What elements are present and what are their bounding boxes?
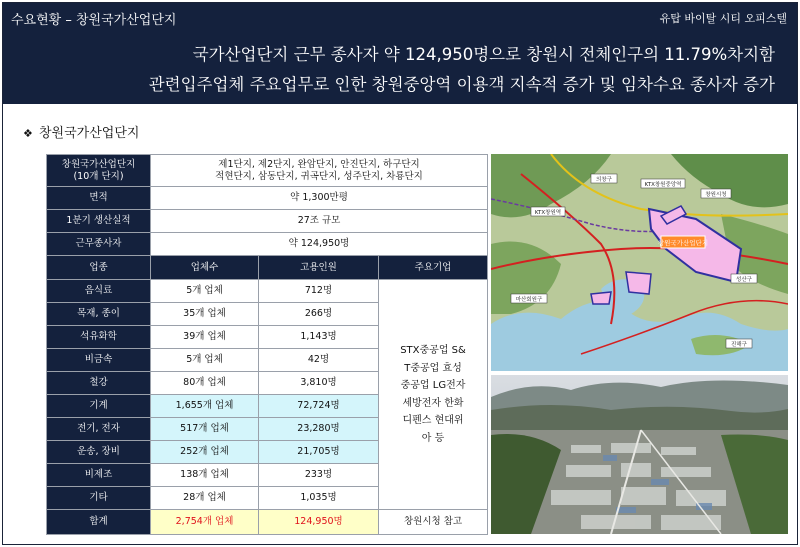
firm-count: 5개 업체 <box>151 280 259 303</box>
map-label: 진해구 <box>731 342 747 348</box>
firm-count: 138개 업체 <box>151 464 259 487</box>
source-note: 창원시청 참고 <box>379 510 488 535</box>
aerial-photo <box>491 375 788 534</box>
total-firms: 2,754개 업체 <box>151 510 259 535</box>
industry-name: 비제조 <box>47 464 151 487</box>
complex-label-1: 창원국가산업단지 <box>61 158 136 170</box>
area-value: 약 1,300만평 <box>151 187 488 210</box>
map-label: KTX창원역 <box>534 210 562 216</box>
total-label: 합계 <box>47 510 151 535</box>
map-label: 성산구 <box>736 277 752 283</box>
industry-name: 목재, 종이 <box>47 303 151 326</box>
complex-label-cell <box>47 155 151 187</box>
employee-count: 3,810명 <box>259 372 379 395</box>
industrial-complex-table <box>46 154 488 535</box>
total-employees: 124,950명 <box>259 510 379 535</box>
table-row <box>47 280 488 303</box>
employee-count: 23,280명 <box>259 418 379 441</box>
section-title <box>23 122 139 141</box>
firm-count: 5개 업체 <box>151 349 259 372</box>
table-row <box>47 187 488 210</box>
industry-name: 기계 <box>47 395 151 418</box>
firm-count: 1,655개 업체 <box>151 395 259 418</box>
table-row <box>47 233 488 256</box>
complex-list-2: 적현단지, 삼동단지, 귀곡단지, 성주단지, 차룡단지 <box>215 170 423 182</box>
header-industry: 업종 <box>47 256 151 280</box>
industry-name: 철강 <box>47 372 151 395</box>
industry-name: 석유화학 <box>47 326 151 349</box>
total-row <box>47 510 488 535</box>
area-label: 면적 <box>47 187 151 210</box>
industry-name: 음식료 <box>47 280 151 303</box>
production-value: 27조 규모 <box>151 210 488 233</box>
header-firms: 업체수 <box>151 256 259 280</box>
headline-2: 관련입주업체 주요업무로 인한 창원중앙역 이용객 지속적 증가 및 임차수요 종사자 증가 <box>148 75 775 94</box>
map-label-main: 창원국가산업단지 <box>657 239 709 247</box>
major-company-line: 디펜스 현대위 <box>402 415 464 426</box>
employee-count: 1,035명 <box>259 487 379 510</box>
firm-count: 252개 업체 <box>151 441 259 464</box>
section-title-text: 창원국가산업단지 <box>39 126 140 141</box>
map-label: 의창구 <box>596 177 612 183</box>
firm-count: 80개 업체 <box>151 372 259 395</box>
employee-count: 266명 <box>259 303 379 326</box>
table-row <box>47 155 488 187</box>
firm-count: 35개 업체 <box>151 303 259 326</box>
employee-count: 42명 <box>259 349 379 372</box>
map-label: KTX창원중앙역 <box>644 182 682 188</box>
location-map <box>491 154 788 371</box>
major-company-line: 세방전자 한화 <box>402 397 464 409</box>
header-employees: 고용인원 <box>259 256 379 280</box>
major-company-line: 아 등 <box>421 432 445 444</box>
industry-name: 기타 <box>47 487 151 510</box>
employee-count: 72,724명 <box>259 395 379 418</box>
map-label: 창원시청 <box>705 192 727 198</box>
major-company-line: T중공업 효성 <box>404 362 462 374</box>
firm-count: 28개 업체 <box>151 487 259 510</box>
brand-name: 유탑 바이탈 시티 오피스텔 <box>659 12 787 25</box>
employee-count: 233명 <box>259 464 379 487</box>
workers-label: 근무종사자 <box>47 233 151 256</box>
industry-name: 전기, 전자 <box>47 418 151 441</box>
table-header-row <box>47 256 488 280</box>
table-row <box>47 210 488 233</box>
complex-label-2: (10개 단지) <box>73 170 124 182</box>
diamond-bullet-icon: ❖ <box>23 127 33 140</box>
major-company-line: STX중공업 S& <box>400 345 466 356</box>
employee-count: 712명 <box>259 280 379 303</box>
header-banner <box>3 3 797 104</box>
complex-list-cell <box>151 155 488 187</box>
industry-name: 비금속 <box>47 349 151 372</box>
industry-name: 운송, 장비 <box>47 441 151 464</box>
employee-count: 1,143명 <box>259 326 379 349</box>
major-companies-cell <box>379 280 488 510</box>
map-label: 마산회원구 <box>515 297 543 303</box>
slide-frame <box>2 2 798 545</box>
production-label: 1분기 생산실적 <box>47 210 151 233</box>
complex-list-1: 제1단지, 제2단지, 완암단지, 안진단지, 하구단지 <box>218 158 420 170</box>
major-company-line: 중공업 LG전자 <box>400 380 466 391</box>
employee-count: 21,705명 <box>259 441 379 464</box>
firm-count: 39개 업체 <box>151 326 259 349</box>
workers-value: 약 124,950명 <box>151 233 488 256</box>
breadcrumb: 수요현황 – 창원국가산업단지 <box>11 13 177 28</box>
headline-1: 국가산업단지 근무 종사자 약 124,950명으로 창원시 전체인구의 11.79%차지함 <box>192 45 775 64</box>
header-major: 주요기업 <box>379 256 488 280</box>
firm-count: 517개 업체 <box>151 418 259 441</box>
